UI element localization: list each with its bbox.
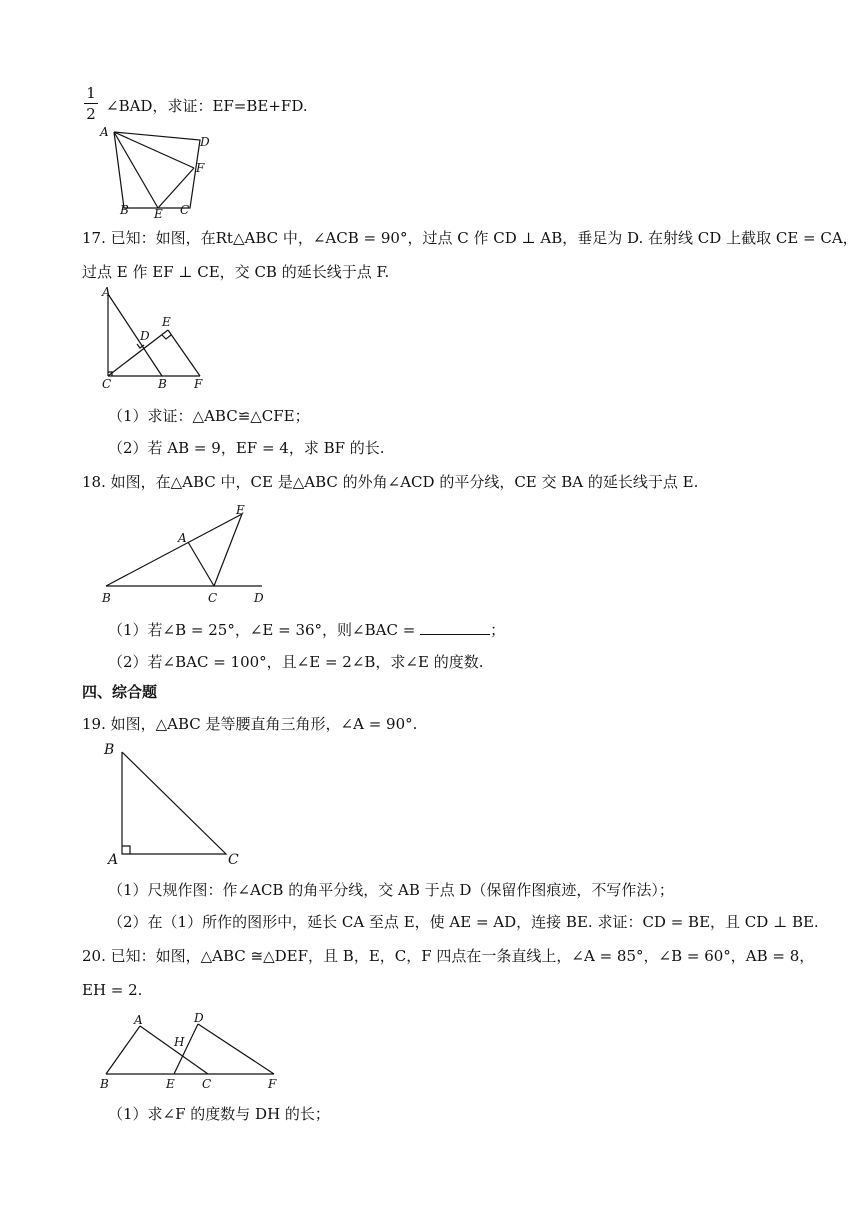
p20-line-ac (140, 1026, 208, 1074)
p16-line-ae (114, 132, 158, 208)
p17-label-f: F (194, 377, 203, 391)
p18-q1-prefix: （1）若∠B = 25°，∠E = 36°，则∠BAC = (108, 621, 416, 639)
p17-line2: 过点 E 作 EF ⊥ CE，交 CB 的延长线于点 F. (82, 263, 390, 281)
fraction-numerator: 1 (86, 84, 96, 102)
p19-label-a: A (108, 852, 119, 868)
p18-q2: （2）若∠BAC = 100°，且∠E = 2∠B，求∠E 的度数. (108, 653, 484, 671)
p16-label-f: F (196, 161, 205, 175)
p16-label-e: E (154, 207, 163, 221)
p18-line-be (106, 514, 242, 586)
p18-q1 (108, 620, 505, 640)
p16-text: ∠BAD，求证：EF=BE+FD. (106, 97, 308, 115)
p19-figure (100, 740, 250, 870)
p18-figure (96, 502, 276, 606)
p16-label-d: D (200, 135, 210, 149)
p16-quadrilateral (114, 132, 200, 208)
p20-label-h: H (174, 1035, 185, 1049)
p20-line2: EH = 2. (82, 981, 143, 999)
p17-label-d: D (140, 329, 150, 343)
p17-right-angle-e (162, 335, 171, 339)
fraction-bar (84, 103, 98, 104)
p20-label-e: E (166, 1077, 175, 1091)
section-heading: 四、综合题 (82, 683, 158, 701)
p18-line-ce (214, 514, 242, 586)
p18-label-e: E (236, 503, 245, 517)
p17-label-c: C (102, 377, 112, 391)
p17-q2: （2）若 AB = 9，EF = 4，求 BF 的长. (108, 439, 385, 457)
p17-line1: 17. 已知：如图，在Rt△ABC 中，∠ACB = 90°，过点 C 作 CD ⊥ AB，垂足为 D. 在射线 CD 上截取 CE = CA， (82, 229, 858, 247)
p19-label-c: C (228, 852, 239, 868)
fraction-denominator: 2 (86, 105, 96, 123)
p20-label-f: F (268, 1077, 277, 1091)
p16-label-a: A (100, 125, 109, 139)
p16-label-c: C (180, 203, 190, 217)
p20-line-df (198, 1024, 274, 1074)
p19-label-b: B (104, 742, 115, 758)
p17-label-e: E (162, 315, 171, 329)
p18-label-a: A (178, 531, 187, 545)
p17-line-ab (108, 294, 162, 376)
p16-line-af (114, 132, 194, 168)
p19-line1: 19. 如图，△ABC 是等腰直角三角形，∠A = 90°. (82, 715, 418, 733)
p17-figure (96, 285, 216, 392)
p18-label-b: B (102, 591, 111, 605)
p17-label-b: B (158, 377, 167, 391)
p18-label-d: D (254, 591, 264, 605)
p20-figure (96, 1010, 286, 1092)
p19-triangle (122, 752, 226, 854)
p17-label-a: A (102, 285, 111, 299)
p17-q1: （1）求证：△ABC≌△CFE； (108, 407, 310, 425)
p16-label-b: B (120, 203, 129, 217)
p19-q2: （2）在（1）所作的图形中，延长 CA 至点 E，使 AE = AD，连接 BE. 求证：CD = BE，且 CD ⊥ BE. (108, 913, 819, 931)
p20-line1: 20. 已知：如图，△ABC ≅△DEF，且 B，E，C，F 四点在一条直线上，∠A = 85°，∠B = 60°，AB = 8， (82, 947, 815, 965)
p19-right-angle-a (122, 846, 130, 854)
p20-label-c: C (202, 1077, 212, 1091)
p20-label-d: D (194, 1011, 204, 1025)
p18-line1: 18. 如图，在△ABC 中，CE 是△ABC 的外角∠ACD 的平分线，CE 交 BA 的延长线于点 E. (82, 473, 699, 491)
p20-label-a: A (134, 1013, 143, 1027)
p18-q1-suffix: ； (490, 621, 506, 639)
p17-line-ce (108, 330, 168, 376)
p16-line-ef (158, 168, 194, 208)
p16-figure (96, 126, 226, 222)
p20-line-ab (106, 1026, 140, 1074)
fraction-one-half (84, 84, 98, 123)
p20-line-de (174, 1024, 198, 1074)
p19-q1: （1）尺规作图：作∠ACB 的角平分线，交 AB 于点 D（保留作图痕迹，不写作法）； (108, 881, 674, 899)
p18-line-ac (188, 542, 214, 586)
p20-q1: （1）求∠F 的度数与 DH 的长； (108, 1105, 330, 1123)
p18-label-c: C (208, 591, 218, 605)
p17-line-ef (168, 330, 200, 376)
p20-label-b: B (100, 1077, 109, 1091)
p18-q1-answer-blank (420, 620, 490, 635)
